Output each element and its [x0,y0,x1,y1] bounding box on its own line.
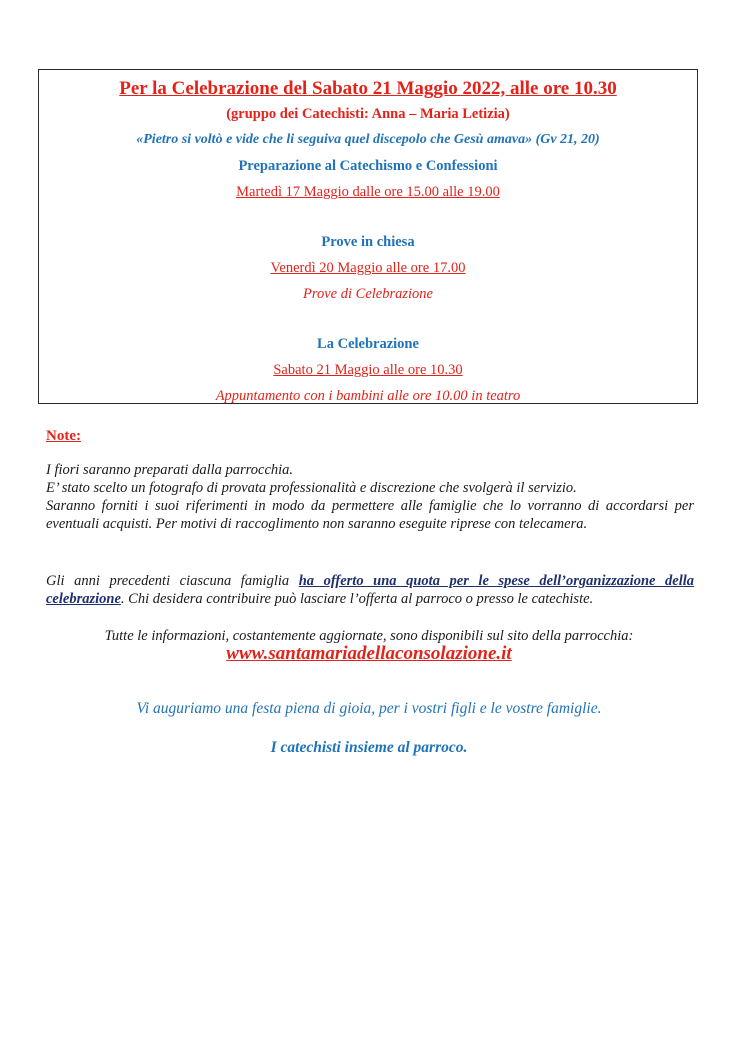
note-contribution [46,573,694,608]
note-photographer: E’ stato scelto un fotografo di provata professionalità e discrezione che svolgerà il servizio. [46,480,577,496]
contribution-highlight: ha offerto una quota per le spese dell’organizzazione della celebrazione [46,573,695,607]
gospel-quote: «Pietro si voltò e vide che li seguiva quel discepolo che Gesù amava» (Gv 21, 20) [136,132,600,147]
rehearsal-date: Venerdì 20 Maggio alle ore 17.00 [270,260,466,276]
note-flowers: I fiori saranno preparati dalla parrocchia. [46,462,294,478]
celebration-appointment: Appuntamento con i bambini alle ore 10.00 in teatro [215,388,521,404]
celebration-date: Sabato 21 Maggio alle ore 10.30 [273,362,463,378]
parish-website-link[interactable]: www.santamariadellaconsolazione.it [226,643,512,664]
contribution-intro: Gli anni precedenti ciascuna famiglia [46,573,299,589]
note-references: Saranno forniti i suoi riferimenti in modo da permettere alle famiglie che lo vorranno di accordarsi per eventuali acquisti. Per motivi di raccoglimento non saranno eseguite riprese con telecamera. [46,498,694,532]
celebration-title: Per la Celebrazione del Sabato 21 Maggio 2022, alle ore 10.30 [119,78,617,99]
signature-text: I catechisti insieme al parroco. [270,739,468,756]
celebration-box [38,69,698,404]
greeting-text: Vi auguriamo una festa piena di gioia, per i vostri figli e le vostre famiglie. [136,700,602,717]
catechists-group: (gruppo dei Catechisti: Anna – Maria Letizia) [226,106,510,122]
notes-label: Note: [46,428,81,444]
preparation-title: Preparazione al Catechismo e Confessioni [238,158,498,174]
contribution-rest: . Chi desidera contribuire può lasciare l’offerta al parroco o presso le catechiste. [120,590,594,607]
rehearsal-subtitle: Prove di Celebrazione [303,286,433,302]
celebration-heading: La Celebrazione [317,336,419,352]
rehearsal-title: Prove in chiesa [321,234,415,250]
info-text: Tutte le informazioni, costantemente aggiornate, sono disponibili sul sito della parrocchia: [104,628,634,644]
preparation-date: Martedì 17 Maggio dalle ore 15.00 alle 19.00 [236,184,500,200]
